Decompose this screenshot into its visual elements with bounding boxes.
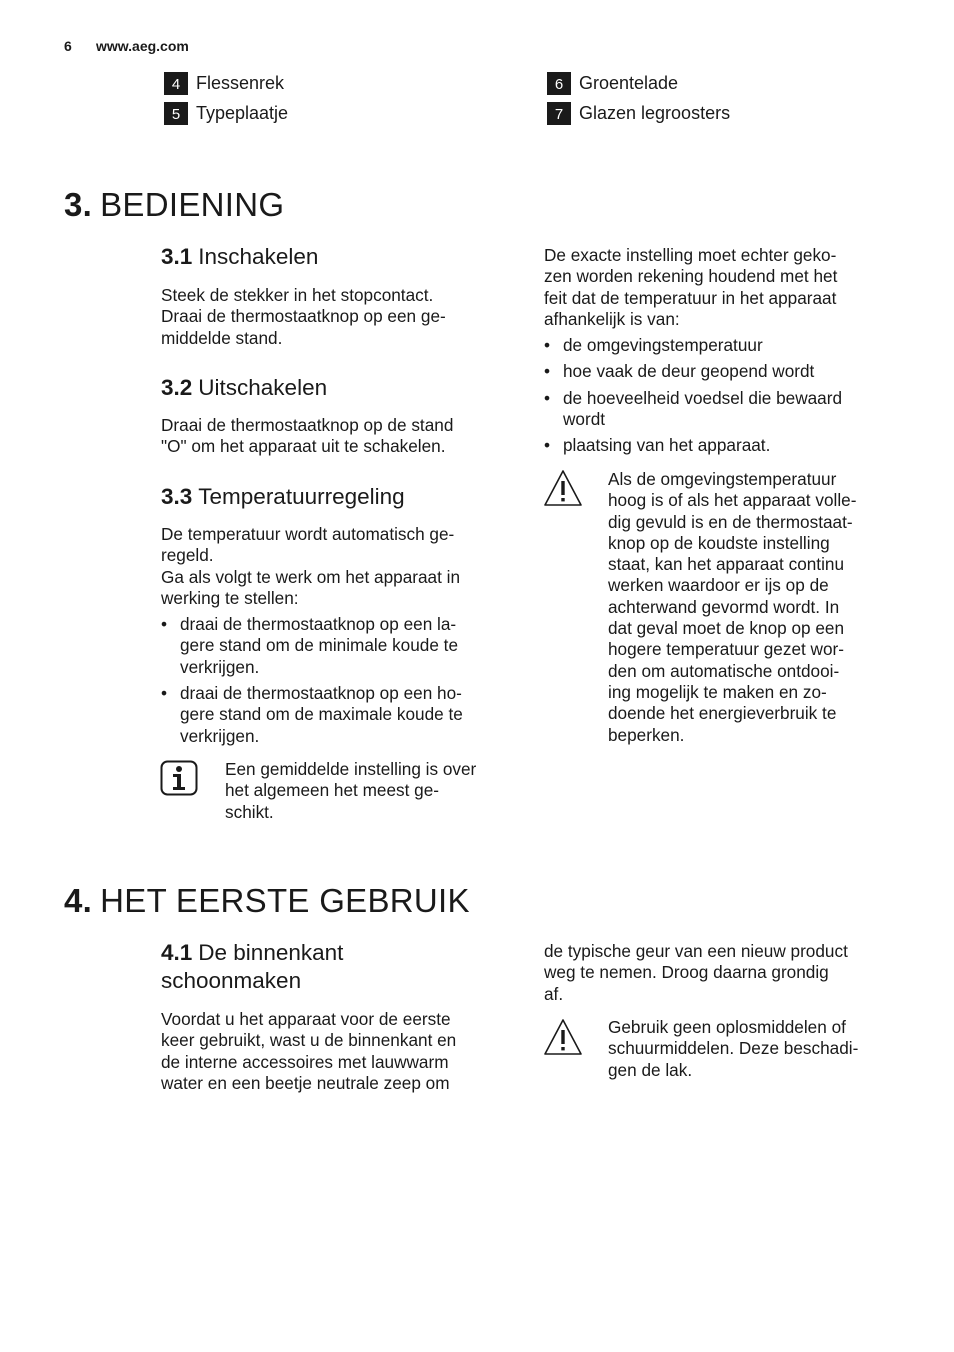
text-line: de typische geur van een nieuw product	[544, 941, 848, 961]
legend-number: 4	[164, 72, 188, 95]
text-line: schuurmiddelen. Deze beschadi-	[608, 1038, 859, 1059]
section-heading-eerste-gebruik	[64, 882, 470, 920]
text-line: middelde stand.	[161, 327, 283, 348]
list-item	[544, 335, 904, 356]
legend-item-7	[547, 102, 730, 125]
section-number: 4.	[64, 882, 93, 919]
warning-triangle-icon	[543, 1018, 583, 1056]
warning-text-oplosmiddelen	[608, 1017, 908, 1081]
text-line: • draai de thermostaatknop op een ho-	[180, 683, 462, 704]
subsection-number: 3.1	[161, 244, 193, 269]
subsection-title: schoonmaken	[161, 968, 302, 993]
text-line: wordt	[563, 409, 606, 430]
subheading-inschakelen	[161, 243, 318, 271]
list-item	[544, 388, 904, 431]
text-line: afhankelijk is van:	[544, 308, 680, 329]
subsection-number: 3.3	[161, 484, 193, 509]
text-line: • de hoeveelheid voedsel die bewaard	[563, 387, 843, 408]
text-line: regeld.	[161, 545, 214, 566]
paragraph-geur-verwijderen	[544, 941, 904, 1005]
list-item	[544, 361, 904, 382]
paragraph-uitschakelen	[161, 415, 521, 458]
subsection-number: 4.1	[161, 940, 193, 965]
list-item	[161, 614, 521, 678]
text-line: • hoe vaak de deur geopend wordt	[563, 361, 815, 382]
text-line: • draai de thermostaatknop op een la-	[180, 614, 457, 635]
subsection-title: Inschakelen	[198, 244, 319, 269]
text-line: verkrijgen.	[180, 656, 260, 677]
legend-item-6	[547, 72, 678, 95]
subsection-title: De binnenkant	[198, 940, 344, 965]
text-line: dat geval moet de knop op een	[608, 618, 845, 639]
section-number: 3.	[64, 186, 93, 223]
text-line: Als de omgevingstemperatuur	[608, 469, 837, 489]
section-heading-bediening	[64, 186, 284, 224]
text-line: Gebruik geen oplosmiddelen of	[608, 1017, 846, 1037]
list-item	[161, 683, 521, 747]
subheading-binnenkant-schoonmaken	[161, 939, 343, 995]
text-line: verkrijgen.	[180, 725, 260, 746]
legend-label: Groentelade	[579, 73, 679, 93]
legend-label: Typeplaatje	[196, 103, 289, 123]
section-title: BEDIENING	[100, 186, 285, 223]
warning-text-ijsvorming	[608, 469, 908, 746]
text-line: dig gevuld is en de thermostaat-	[608, 511, 853, 532]
bullet-list	[544, 335, 904, 456]
text-line: doende het energieverbruik te	[608, 703, 837, 724]
paragraph-binnenkant	[161, 1009, 521, 1094]
text-line: Voordat u het apparaat voor de eerste	[161, 1009, 451, 1029]
text-line: knop op de koudste instelling	[608, 532, 830, 553]
subsection-title: Uitschakelen	[198, 375, 328, 400]
subsection-title: Temperatuurregeling	[198, 484, 405, 509]
legend-item-4	[164, 72, 284, 95]
text-line: keer gebruikt, wast u de binnenkant en	[161, 1030, 457, 1051]
info-icon	[160, 760, 198, 796]
text-line: De exacte instelling moet echter geko-	[544, 245, 837, 265]
text-line: • plaatsing van het apparaat.	[563, 435, 771, 456]
text-line: gere stand om de maximale koude te	[180, 704, 463, 725]
list-item	[544, 435, 904, 456]
text-line: Steek de stekker in het stopcontact.	[161, 285, 434, 305]
text-line: Een gemiddelde instelling is over	[225, 759, 477, 779]
text-line: Draai de thermostaatknop op een ge-	[161, 306, 446, 327]
text-line: achterwand gevormd wordt. In	[608, 596, 840, 617]
text-line: gen de lak.	[608, 1059, 693, 1080]
text-line: hogere temperatuur gezet wor-	[608, 639, 844, 660]
text-line: gere stand om de minimale koude te	[180, 635, 459, 656]
info-note-text	[225, 759, 525, 823]
text-line: Ga als volgt te werk om het apparaat in	[161, 566, 461, 587]
text-line: zen worden rekening houdend met het	[544, 266, 838, 287]
subsection-number: 3.2	[161, 375, 193, 400]
legend-label: Flessenrek	[196, 73, 285, 93]
text-line: • de omgevingstemperatuur	[563, 335, 763, 356]
text-line: werken waardoor er ijs op de	[608, 575, 829, 596]
legend-number: 5	[164, 102, 188, 125]
subheading-temperatuurregeling	[161, 483, 405, 511]
paragraph-exacte-instelling	[544, 245, 904, 457]
text-line: schikt.	[225, 801, 274, 822]
text-line: af.	[544, 983, 564, 1004]
warning-triangle-icon	[543, 469, 583, 507]
paragraph-temperatuurregeling	[161, 524, 521, 747]
text-line: ing mogelijk te maken en zo-	[608, 681, 827, 702]
text-line: werking te stellen:	[161, 587, 299, 608]
text-line: den om automatische ontdooi-	[608, 660, 840, 681]
text-line: weg te nemen. Droog daarna grondig	[544, 962, 829, 983]
subheading-uitschakelen	[161, 374, 327, 402]
section-title: HET EERSTE GEBRUIK	[100, 882, 470, 919]
legend-item-5	[164, 102, 288, 125]
website-url: www.aeg.com	[96, 38, 189, 54]
bullet-list	[161, 614, 521, 747]
legend-number: 7	[547, 102, 571, 125]
text-line: water en een beetje neutrale zeep om	[161, 1072, 450, 1093]
legend-number: 6	[547, 72, 571, 95]
paragraph-inschakelen	[161, 285, 521, 349]
legend-label: Glazen legroosters	[579, 103, 731, 123]
text-line: Draai de thermostaatknop op de stand	[161, 415, 454, 435]
text-line: staat, kan het apparaat continu	[608, 554, 845, 575]
text-line: feit dat de temperatuur in het apparaat	[544, 287, 837, 308]
text-line: De temperatuur wordt automatisch ge-	[161, 524, 455, 544]
text-line: het algemeen het meest ge-	[225, 780, 440, 801]
text-line: "O" om het apparaat uit te schakelen.	[161, 436, 446, 457]
text-line: hoog is of als het apparaat volle-	[608, 490, 857, 511]
text-line: de interne accessoires met lauwwarm	[161, 1051, 449, 1072]
text-line: beperken.	[608, 724, 685, 745]
page-number: 6	[64, 38, 72, 54]
